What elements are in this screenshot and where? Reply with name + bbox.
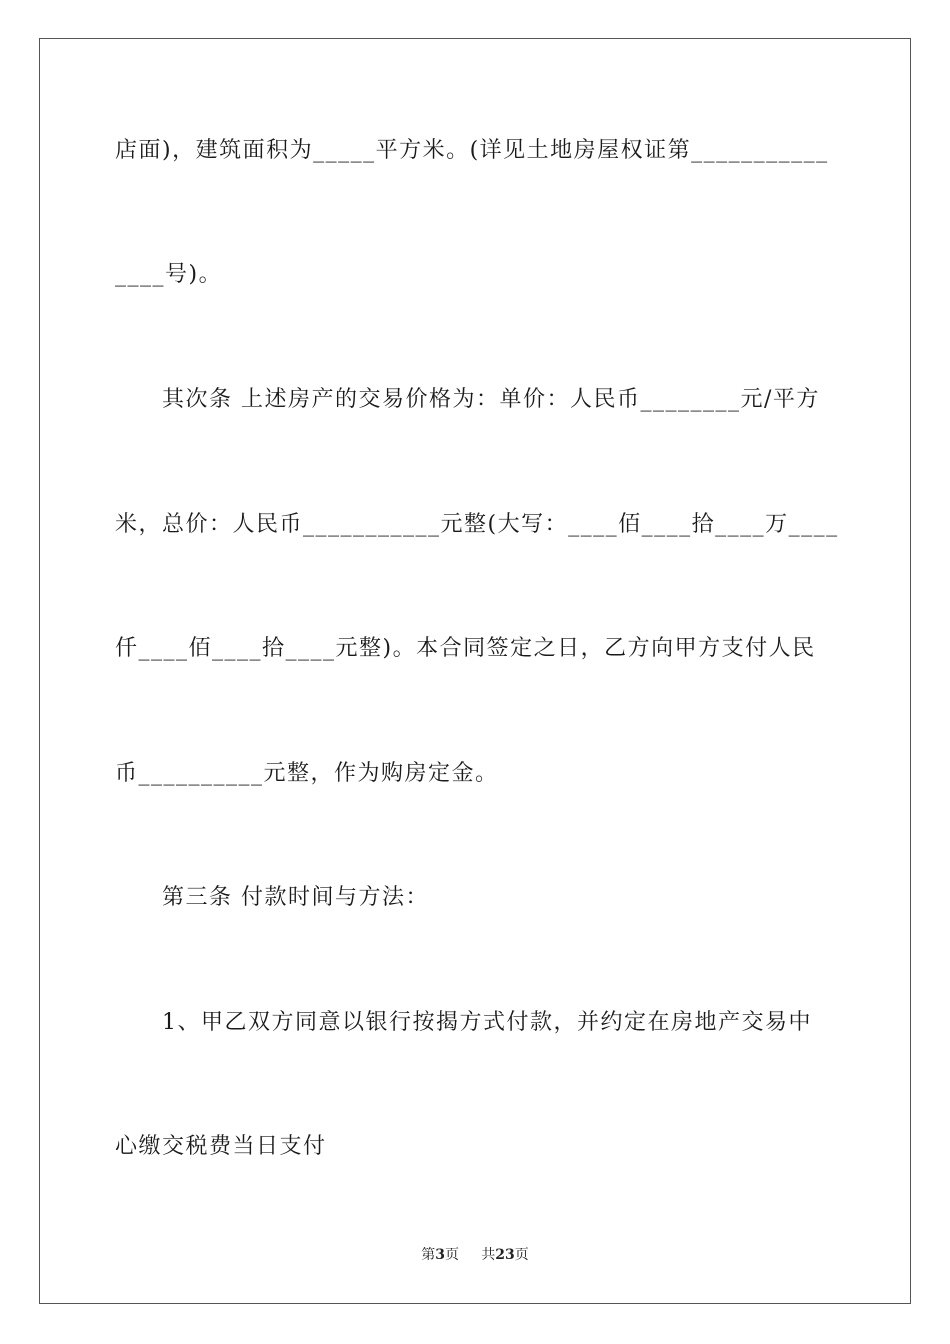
current-page-number: 3 — [435, 1247, 445, 1263]
text-line-7: 第三条 付款时间与方法： — [162, 885, 429, 910]
total-suffix: 页 — [514, 1247, 529, 1263]
page-footer — [0, 1246, 950, 1264]
text-line-1: 店面)，建筑面积为_____平方米。(详见土地房屋权证第___________ — [115, 138, 829, 163]
text-line-4: 米，总价：人民币___________元整(大写：____佰____拾____万____ — [115, 512, 839, 537]
text-line-6: 币__________元整，作为购房定金。 — [115, 761, 499, 786]
text-line-3: 其次条 上述房产的交易价格为：单价：人民币________元/平方 — [162, 387, 820, 412]
text-line-2: ____号)。 — [115, 262, 223, 287]
page-border — [39, 38, 911, 1304]
page-prefix: 第 — [421, 1247, 436, 1263]
text-line-9: 心缴交税费当日支付 — [115, 1134, 327, 1159]
page-suffix: 页 — [445, 1247, 459, 1263]
text-line-8: 1、甲乙双方同意以银行按揭方式付款，并约定在房地产交易中 — [162, 1010, 812, 1035]
total-prefix: 共 — [481, 1247, 496, 1263]
text-line-5: 仟____佰____拾____元整)。本合同签定之日，乙方向甲方支付人民 — [115, 636, 816, 661]
total-page-count: 23 — [495, 1247, 515, 1263]
